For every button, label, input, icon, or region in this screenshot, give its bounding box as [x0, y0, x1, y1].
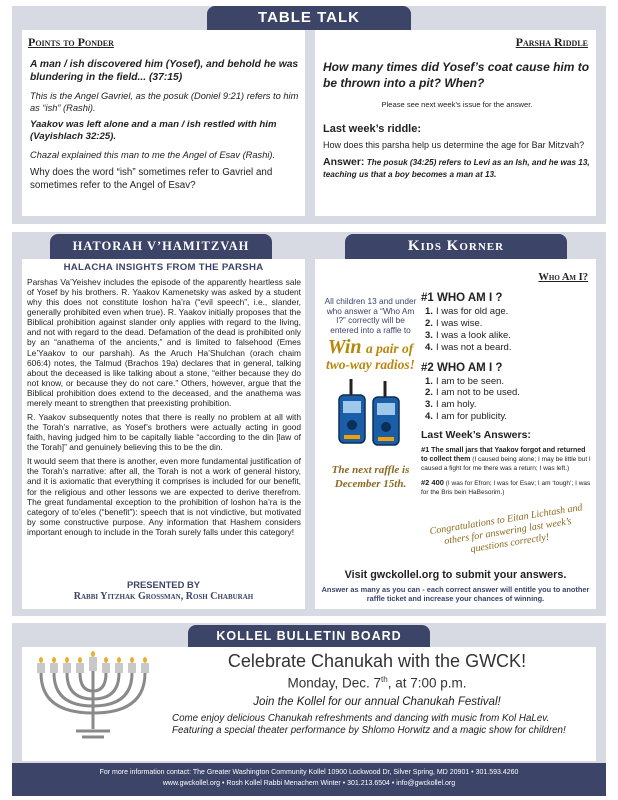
points-heading: Points to Ponder: [28, 35, 114, 49]
riddle-heading: Parsha Riddle: [515, 35, 588, 49]
puzzle1-clue: 3. I was a look alike.: [425, 329, 511, 341]
hatorah-header: HATORAH V’HAMITZVAH: [50, 234, 272, 259]
puzzle1-clue: 4. I was not a beard.: [425, 341, 512, 353]
puzzle2-list: [425, 376, 591, 424]
answer1-rest: (I caused being alone; I may be little but I caused a fight for me there was a return; I was left.): [421, 456, 591, 472]
hatorah-panel: [22, 259, 305, 609]
ponder-question: Why does the word “ish” sometimes refer to Gavriel and sometimes refer to the Angel of Esav?: [30, 166, 273, 192]
answer1-bold: The small jars that Yaakov forgot and returned to collect them: [421, 447, 586, 464]
points-to-ponder-panel: [22, 30, 305, 216]
answer2-label: #2 400: [421, 478, 444, 488]
bulletin-headline: Celebrate Chanukah with the GWCK!: [227, 651, 527, 671]
bulletin-header: KOLLEL BULLETIN BOARD: [188, 625, 430, 647]
kids-panel: [315, 259, 596, 609]
puzzle1-clue: 2. I was wise.: [425, 317, 483, 329]
puzzle2-clue: 4. I am for publicity.: [425, 411, 508, 423]
puzzle1-title: #1 WHO AM I ?: [421, 292, 503, 304]
puzzle2-clue: 2. I am not to be used.: [425, 387, 520, 399]
last-riddle-question: How does this parsha help us determine the age for Bar Mitzvah?: [323, 140, 585, 151]
event-time: , at 7:00 p.m.: [387, 675, 467, 691]
puzzle2-title: #2 WHO AM I ?: [421, 361, 503, 374]
kids-header: Kids Korner: [345, 234, 567, 259]
last-answers-heading: Last Week’s Answers:: [421, 429, 531, 441]
kids-bottom-note: Answer as many as you can - each correct answer will entitle you to another raffle ticket and increase your chances of winning.: [321, 585, 590, 604]
two-way-radios-image: [323, 377, 418, 451]
hatorah-p1: Parshas Va’Yeishev includes the episode of the apparently heartless sale of Yosef by his brothers. R. Yaakov Kamenetsky was asked by a student why this does not constitute loshon ha’ra (“evil speech”, i.e., slander, generally prohibited even when true). R. Yaakov initially proposes that the Biblical prohibition against slander only applies with regard to the living, and not with regard to the dead. Defamation of the dead is prohibited only by an “anathema of the ancients,” and is limited to falsehood (Emes Le’Yaakov to our parshah). As the Aruch Ha’Shulchan (orach chaim 606:4) notes, the Talmud (Brachos 19a) declares that in general, talking about the deceased is like talking about a stone, “either because they do not know, or because they do not care.” Others, however, argue that the Biblical prohibition does extend to the deceased, and the anathema was merely meant to strengthen that preexisting prohibition.: [27, 277, 301, 408]
puzzle1-clue: 1. I was for old age.: [425, 306, 509, 317]
visit-link[interactable]: Visit gwckollel.org to submit your answers.: [344, 569, 567, 581]
answer1-label: #1: [421, 445, 430, 454]
win-text: Win: [327, 336, 362, 359]
parsha-riddle-panel: [315, 30, 596, 216]
hatorah-subtitle: HALACHA INSIGHTS FROM THE PARSHA: [63, 262, 264, 273]
raffle-text: All children 13 and under who answer a “Who Am I?” correctly will be entered into a raffle to: [324, 296, 417, 335]
footer-contact: For more information contact: The Greater Washington Community Kollel 10900 Lockwood Dr, Silver Spring, MD 20901 • 301.593.4260: [99, 769, 519, 776]
event-date-suffix: th: [381, 675, 388, 684]
win-text-2: a pair of two-way radios!: [326, 341, 415, 373]
hatorah-p2: R. Yaakov subsequently notes that there is really no problem at all with the Torah’s narrative, as Yosef’s brothers were actually acting in good faith, having judged him to be capitally liable “according to the din [law of the Torah]” and genuinely believing this to be the din.: [27, 412, 301, 453]
riddle-note: Please see next week’s issue for the answer.: [381, 100, 533, 110]
puzzle2-clue: 3. I am holy.: [425, 399, 477, 411]
puzzle1-list: [425, 306, 591, 354]
ponder-a1: This is the Angel Gavriel, as the posuk (Doniel 9:21) refers to him as “ish” (Rashi).: [30, 90, 299, 113]
footer: [12, 763, 606, 796]
table-talk-header: TABLE TALK: [207, 6, 411, 30]
puzzle2-clue: 1. I am to be seen.: [425, 375, 505, 387]
congrats-text: Congratulations to Eitan Lichtash and others for answering last week’s questions correctly!: [428, 502, 584, 555]
footer-links[interactable]: www.gwckollel.org • Rosh Kollel Rabbi Menachem Winter • 301.213.6504 • info@gwckollel.org: [162, 780, 456, 787]
bulletin-panel: [22, 647, 596, 761]
last-riddle-heading: Last week’s riddle:: [323, 123, 422, 136]
answer-text: The posuk (34:25) refers to Levi as an Ish, and he was 13, teaching us that a boy becomes a man at 13.: [323, 158, 590, 179]
ponder-a2: Chazal explained this man to me the Angel of Esav (Rashi).: [30, 149, 276, 160]
event-date: Monday, Dec. 7: [287, 675, 382, 691]
hatorah-p3: It would seem that there is another, even more fundamental justification of the Torah’s narrative: after all, the Torah is not a work of general history, and it is axiomatic that everything it comprises is included for our benefit, for the religious and other lessons we are expected to derive therefrom. The great fundamental exception to the prohibition of loshon ha’ra is the category of to’eles (“benefit”): speech that is not vindictive, but motivated by some constructive purpose. Any information that Hashem considers important enough to include in the Torah surely falls under this category!: [27, 456, 301, 537]
event-join: Join the Kollel for our annual Chanukah Festival!: [253, 695, 501, 708]
presenter-name: Rabbi Yitzhak Grossman, Rosh Chaburah: [73, 591, 254, 602]
riddle-question: How many times did Yosef’s coat cause him to be thrown into a pit? When?: [323, 60, 590, 90]
answer2-rest: (I was for Efron; I was for Esav; I am ‘tough’; I was for the Bris bein HaBesorim.): [421, 480, 591, 496]
ponder-q2: Yaakov was left alone and a man / ish restled with him (Vayishlach 32:25).: [30, 118, 277, 143]
next-raffle: The next raffle is December 15th.: [331, 464, 410, 490]
presented-by: PRESENTED BY: [127, 579, 200, 590]
who-am-i-heading: Who Am I?: [538, 272, 588, 283]
menorah-image: [26, 651, 161, 743]
answer-label: Answer:: [323, 156, 365, 169]
event-description: Come enjoy delicious Chanukah refreshments and dancing with music from Kol HaLev. Featuring a special theater performance by Shlomo Horwitz and a magic show for children!: [172, 712, 566, 736]
ponder-q1: A man / ish discovered him (Yosef), and behold he was blundering in the field... (37:15): [30, 59, 299, 84]
